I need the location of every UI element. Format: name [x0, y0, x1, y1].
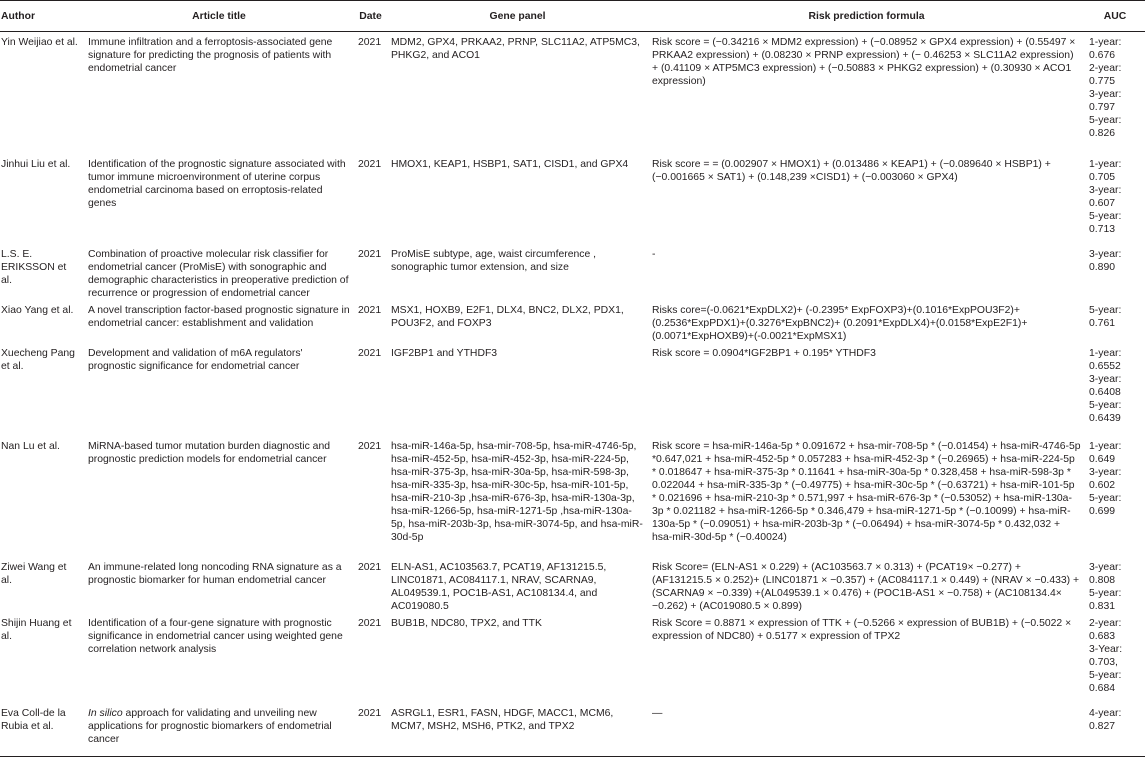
auc-value: 2-year: 0.683 — [1089, 617, 1122, 642]
auc-value: 2-year: 0.775 — [1089, 63, 1122, 87]
auc-cell — [1085, 300, 1145, 343]
table-row — [0, 154, 1145, 244]
table-row — [0, 703, 1145, 757]
table-row — [0, 613, 1145, 703]
article-title-cell: Identification of the prognostic signature associated with tumor immune microenvironment of uterine corpus endometrial carcinoma based on erroptosis-related genes — [88, 158, 346, 209]
author-cell: Eva Coll-de la Rubia et al. — [0, 703, 84, 757]
auc-value: 5-year: 0.713 — [1089, 210, 1122, 235]
gene-panel-cell: HMOX1, KEAP1, HSBP1, SAT1, CISD1, and GPX4 — [391, 158, 629, 170]
auc-cell — [1085, 244, 1145, 300]
auc-value: 5-year: 0.684 — [1089, 669, 1122, 694]
header-row — [0, 1, 1145, 32]
risk-formula-cell: Risk score = 0.0904*IGF2BP1 + 0.195* YTHDF3 — [652, 347, 876, 359]
risk-formula-cell: Risk score = (−0.34216 × MDM2 expression) + (−0.08952 × GPX4 expression) + (0.55497 × PRKAA2 expression) + (0.08230 × PRNP expression) + (− 0.46253 × SLC11A2 expression) + (0.41109 × ATP5MC3 expression) + (−0.50883 × PHKG2 expression) + (0.30930 × ACO1 expression) — [652, 37, 1076, 87]
table-row — [0, 300, 1145, 343]
auc-value: 3-year: 0.797 — [1089, 89, 1122, 113]
risk-formula-cell: — — [648, 703, 1085, 757]
risk-formula-cell: Risks core=(-0.0621*ExpDLX2)+ (-0.2395* ExpFOXP3)+(0.1016*ExpPOU3F2)+(0.2536*ExpPDX1)+(0.3276*ExpBNC2)+ (0.2091*ExpDLX4)+(0.0158*ExpE2F1)+(0.0071*ExpHOXB9)+(-0.0021*ExpMSX1) — [652, 304, 1028, 342]
auc-value: 5-year: 0.6439 — [1089, 399, 1122, 424]
table-row — [0, 32, 1145, 154]
auc-value: 1-year: 0.705 — [1089, 158, 1122, 183]
gene-panel-cell: hsa-miR-146a-5p, hsa-mir-708-5p, hsa-miR-4746-5p, hsa-miR-452-5p, hsa-miR-452-3p, hsa-miR-224-5p, hsa-miR-375-3p, hsa-miR-30a-5p, hsa-miR-598-3p, hsa-miR-335-3p, hsa-miR-30c-5p, hsa-miR-101-5p, hsa-miR-210-3p ,hsa-miR-676-3p, hsa-miR-130a-3p, hsa-miR-1266-5p, hsa-miR-1271-5p ,hsa-miR-130a-5p, hsa-miR-203b-3p, hsa-miR-3074-5p, and hsa-miR-30d-5p — [391, 440, 643, 543]
auc-value: 3-year: 0.607 — [1089, 184, 1122, 209]
risk-formula-cell: - — [652, 248, 656, 260]
risk-formula-cell: Risk score = hsa-miR-146a-5p * 0.091672 + hsa-mir-708-5p * (−0.01454) + hsa-miR-4746-5p *0.647,021 + hsa-miR-452-5p * 0.057283 + hsa-miR-452-3p * (−0.26965) + hsa-miR-224-5p * 0.018647 + hsa-miR-375-3p * 0.11641 + hsa-miR-30a-5p * 0.328,458 + hsa-miR-598-3p * 0.022044 + hsa-miR-335-3p * (−0.49775) + hsa-miR-30c-5p * (−0.63721) + hsa-miR-101-5p * 0.021696 + hsa-miR-210-3p * 0.571,997 + hsa-miR-676-3p * (−0.53052) + hsa-miR-130a-3p * 0.021182 + hsa-miR-1266-5p * 0.346,479 + hsa-miR-1271-5p * (−0.10099) + hsa-miR-130a-5p * (−0.09051) + hsa-miR-203b-3p * (−0.06494) + hsa-miR-3074-5p * 0.432,032 + hsa-miR-30d-5p * (−0.40024) — [652, 440, 1081, 543]
auc-cell — [1085, 557, 1145, 613]
gene-panel-cell: IGF2BP1 and YTHDF3 — [391, 347, 498, 359]
auc-value: 5-year: 0.699 — [1089, 492, 1122, 517]
article-title-cell: Development and validation of m6A regulators' prognostic significance for endometrial cancer — [88, 347, 303, 372]
auc-value: 1-year: 0.676 — [1089, 37, 1122, 61]
author-cell: Xuecheng Pang et al. — [1, 347, 75, 372]
author-cell: Shijin Huang et al. — [1, 617, 72, 642]
auc-cell — [1085, 343, 1145, 436]
auc-value: 5-year: 0.831 — [1089, 587, 1122, 612]
auc-value: 5-year: 0.761 — [1089, 304, 1122, 329]
date-cell: 2021 — [358, 248, 382, 260]
table-row — [0, 436, 1145, 557]
auc-cell — [1085, 613, 1145, 703]
date-cell: 2021 — [358, 37, 382, 48]
auc-value: 4-year: 0.827 — [1089, 707, 1122, 732]
gene-panel-cell: MSX1, HOXB9, E2F1, DLX4, BNC2, DLX2, PDX1, POU3F2, and FOXP3 — [391, 304, 624, 329]
auc-cell — [1085, 32, 1145, 154]
auc-value: 3-Year: 0.703, — [1089, 643, 1123, 668]
header-gene-panel: Gene panel — [387, 1, 648, 32]
gene-panel-cell: ASRGL1, ESR1, FASN, HDGF, MACC1, MCM6, MCM7, MSH2, MSH6, PTK2, and TPX2 — [387, 703, 648, 757]
date-cell: 2021 — [358, 440, 382, 452]
author-cell: L.S. E. ERIKSSON et al. — [1, 248, 67, 286]
date-cell: 2021 — [358, 617, 382, 629]
risk-formula-cell: Risk Score= (ELN-AS1 × 0.229) + (AC103563.7 × 0.313) + (PCAT19× −0.277) + (AF131215.5 × 0.252)+ (LINC01871 × −0.357) + (AC084117.1 × 0.449) + (NRAV × −0.433) + (SCARNA9 × −0.339) +(AL049539.1 × 0.476) + (POC1B-AS1 × −0.758) + (AC108134.4× −0.262) + (AC019080.5 × 0.899) — [652, 561, 1080, 612]
auc-cell — [1085, 703, 1145, 757]
risk-formula-cell: Risk Score = 0.8871 × expression of TTK + (−0.5266 × expression of BUB1B) + (−0.5022 × expression of NDC80) + 0.5177 × expression of TPX2 — [652, 617, 1072, 642]
article-title-cell — [84, 703, 354, 757]
auc-cell — [1085, 436, 1145, 557]
article-title-cell: An immune-related long noncoding RNA signature as a prognostic biomarker for human endometrial cancer — [88, 561, 342, 586]
article-title-cell: Identification of a four-gene signature with prognostic significance in endometrial cancer using weighted gene correlation network analysis — [88, 617, 343, 655]
gene-panel-cell: ProMisE subtype, age, waist circumference , sonographic tumor extension, and size — [391, 248, 597, 273]
date-cell: 2021 — [354, 703, 387, 757]
gene-panel-cell: ELN-AS1, AC103563.7, PCAT19, AF131215.5, LINC01871, AC084117.1, NRAV, SCARNA9, AL049539.1, POC1B-AS1, AC108134.4, and AC019080.5 — [391, 561, 607, 612]
auc-value: 3-year: 0.6408 — [1089, 373, 1122, 398]
gene-panel-cell: MDM2, GPX4, PRKAA2, PRNP, SLC11A2, ATP5MC3, PHKG2, and ACO1 — [391, 37, 640, 61]
gene-panel-cell: BUB1B, NDC80, TPX2, and TTK — [391, 617, 542, 629]
auc-cell — [1085, 154, 1145, 244]
header-article-title: Article title — [84, 1, 354, 32]
article-title-cell: MiRNA-based tumor mutation burden diagnostic and prognostic prediction models for endometrial cancer — [88, 440, 330, 465]
auc-value: 3-year: 0.602 — [1089, 466, 1122, 491]
auc-value: 1-year: 0.649 — [1089, 440, 1122, 465]
article-title-cell: Combination of proactive molecular risk classifier for endometrial cancer (ProMisE) with sonographic and demographic characteristics in preoperative prediction of recurrence or progression of endometrial cancer — [88, 248, 349, 299]
author-cell: Ziwei Wang et al. — [1, 561, 67, 586]
auc-value: 1-year: 0.6552 — [1089, 347, 1122, 372]
table-row — [0, 244, 1145, 300]
date-cell: 2021 — [358, 347, 382, 359]
header-author: Author — [0, 1, 84, 32]
author-cell: Nan Lu et al. — [1, 440, 60, 452]
header-auc: AUC — [1085, 1, 1145, 32]
article-title-cell: Immune infiltration and a ferroptosis-associated gene signature for predicting the prognosis of patients with endometrial cancer — [88, 37, 333, 74]
article-title-text: approach for validating and unveiling new applications for prognostic biomarkers of endometrial cancer — [88, 707, 332, 745]
author-cell: Jinhui Liu et al. — [1, 158, 71, 170]
date-cell: 2021 — [358, 561, 382, 573]
table-row — [0, 557, 1145, 613]
article-title-italic: In silico — [88, 707, 123, 719]
table-row — [0, 343, 1145, 436]
author-cell: Yin Weijiao et al. — [1, 37, 78, 48]
auc-value: 5-year: 0.826 — [1089, 115, 1122, 139]
date-cell: 2021 — [358, 158, 382, 170]
risk-formula-cell: Risk score = = (0.002907 × HMOX1) + (0.013486 × KEAP1) + (−0.089640 × HSBP1) + (−0.001665 × SAT1) + (0.148,239 ×CISD1) + (−0.003060 × GPX4) — [652, 158, 1051, 183]
auc-value: 3-year: 0.890 — [1089, 248, 1122, 273]
date-cell: 2021 — [358, 304, 382, 316]
header-risk-formula: Risk prediction formula — [648, 1, 1085, 32]
article-title-cell: A novel transcription factor-based prognostic signature in endometrial cancer: establishment and validation — [88, 304, 350, 329]
auc-value: 3-year: 0.808 — [1089, 561, 1122, 586]
author-cell: Xiao Yang et al. — [1, 304, 74, 316]
header-date: Date — [354, 1, 387, 32]
